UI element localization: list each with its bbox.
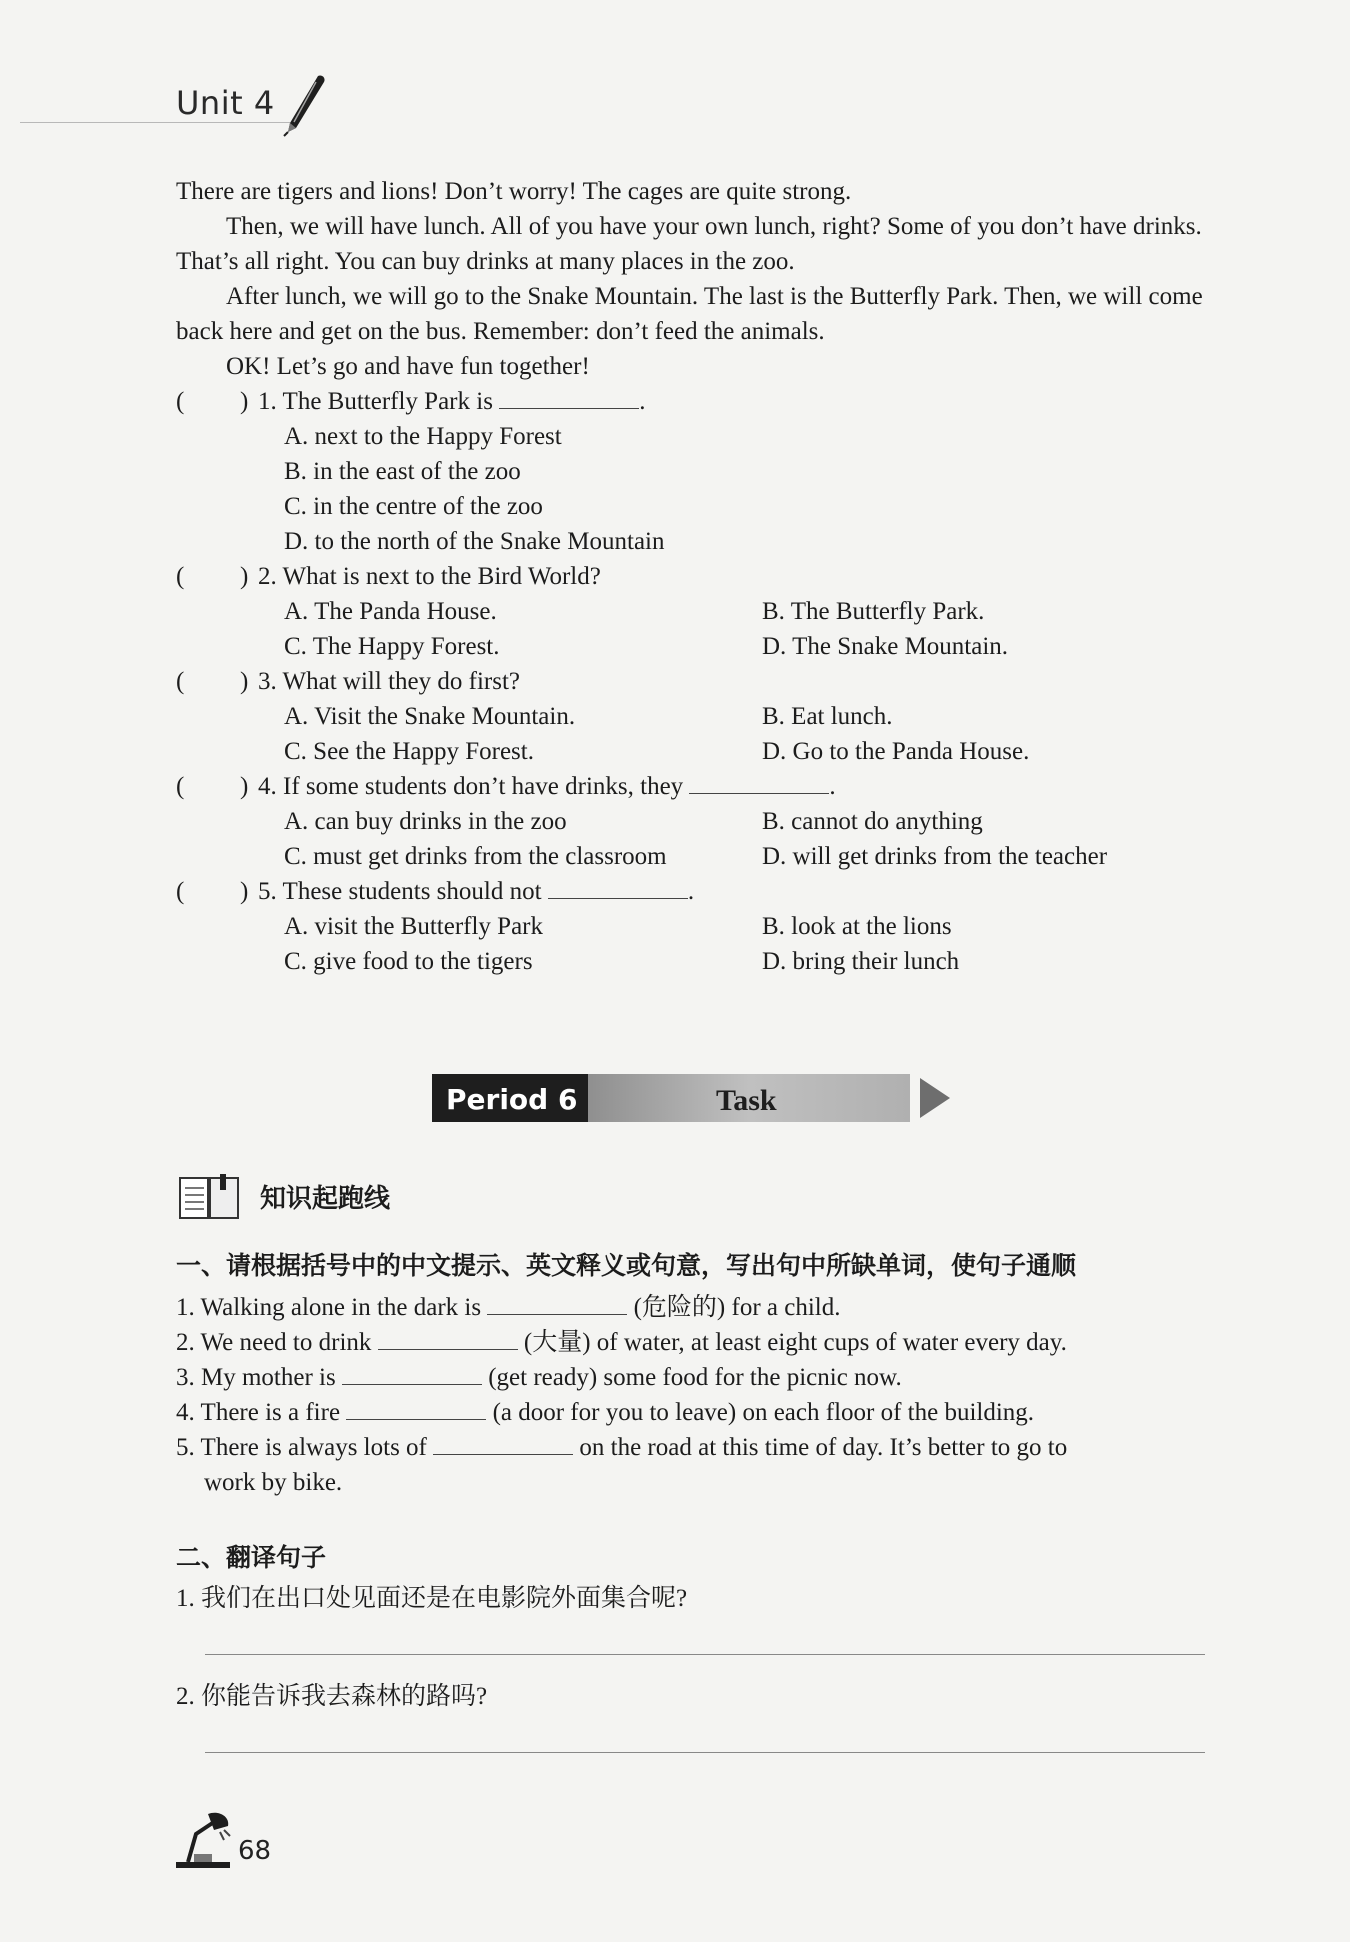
- option-row: [176, 944, 1206, 979]
- answer-paren-right: ): [240, 388, 249, 415]
- option-b[interactable]: B. in the east of the zoo: [284, 458, 521, 485]
- answer-blank[interactable]: [499, 386, 639, 409]
- option-a[interactable]: A. Visit the Snake Mountain.: [284, 703, 576, 730]
- header-rule: [20, 122, 290, 123]
- option-c[interactable]: C. must get drinks from the classroom: [284, 843, 667, 870]
- option-row: [176, 734, 1206, 769]
- option-row: [176, 489, 1206, 524]
- option-d[interactable]: D. to the north of the Snake Mountain: [284, 528, 665, 555]
- answer-paren-left: (: [176, 388, 185, 415]
- answer-paren-right: ): [240, 878, 249, 905]
- option-row: [176, 699, 1206, 734]
- answer-blank[interactable]: [378, 1327, 518, 1350]
- fill-item-5-cont: work by bike.: [204, 1469, 343, 1496]
- answer-paren-right: ): [240, 563, 249, 590]
- fill-item-3: 3. My mother is (get ready) some food for the picnic now.: [176, 1364, 902, 1391]
- fill-item-1: 1. Walking alone in the dark is (危险的) for a child.: [176, 1294, 841, 1321]
- question-text: 4. If some students don’t have drinks, they .: [258, 773, 836, 800]
- option-row: [176, 454, 1206, 489]
- answer-blank[interactable]: [548, 876, 688, 899]
- option-c[interactable]: C. See the Happy Forest.: [284, 738, 534, 765]
- option-row: [176, 524, 1206, 559]
- translate-item-2: 2. 你能告诉我去森林的路吗?: [176, 1683, 488, 1710]
- exercise1-heading: 一、请根据括号中的中文提示、英文释义或句意，写出句中所缺单词，使句子通顺: [176, 1251, 1077, 1280]
- answer-blank[interactable]: [487, 1292, 627, 1315]
- passage-line-1: There are tigers and lions! Don’t worry! The cages are quite strong.: [176, 178, 852, 205]
- unit-title: Unit 4: [176, 84, 275, 122]
- period-label: Period: [446, 1083, 549, 1116]
- answer-blank[interactable]: [346, 1397, 486, 1420]
- option-b[interactable]: B. The Butterfly Park.: [762, 598, 985, 625]
- reading-passage: [176, 174, 1206, 384]
- lamp-icon: [174, 1808, 234, 1872]
- period-number: 6: [558, 1083, 578, 1116]
- answer-line-1[interactable]: [205, 1654, 1205, 1655]
- answer-paren-right: ): [240, 668, 249, 695]
- question-text: 5. These students should not .: [258, 878, 695, 905]
- answer-blank[interactable]: [342, 1362, 482, 1385]
- answer-paren-left: (: [176, 773, 185, 800]
- pen-icon: [278, 72, 328, 138]
- question-5: [176, 874, 1206, 909]
- question-text: 3. What will they do first?: [258, 668, 520, 695]
- option-row: [176, 629, 1206, 664]
- option-row: [176, 839, 1206, 874]
- passage-line-2: Then, we will have lunch. All of you have your own lunch, right? Some of you don’t have drinks. That’s all right. You can buy drinks at many places in the zoo.: [176, 213, 1202, 275]
- exercise1-list: [176, 1290, 1206, 1500]
- fill-item-5: 5. There is always lots of on the road at this time of day. It’s better to go to: [176, 1434, 1068, 1461]
- question-3: [176, 664, 1206, 699]
- option-row: [176, 594, 1206, 629]
- option-d[interactable]: D. Go to the Panda House.: [762, 738, 1030, 765]
- option-b[interactable]: B. Eat lunch.: [762, 703, 893, 730]
- section-title: 知识起跑线: [260, 1184, 391, 1214]
- option-row: [176, 804, 1206, 839]
- option-a[interactable]: A. visit the Butterfly Park: [284, 913, 543, 940]
- passage-line-3: After lunch, we will go to the Snake Mountain. The last is the Butterfly Park. Then, we will come back here and get on the bus. Remember: don’t feed the animals.: [176, 283, 1203, 345]
- answer-paren-left: (: [176, 668, 185, 695]
- answer-line-2[interactable]: [205, 1752, 1205, 1753]
- question-text: 1. The Butterfly Park is .: [258, 388, 646, 415]
- option-a[interactable]: A. can buy drinks in the zoo: [284, 808, 567, 835]
- option-row: [176, 909, 1206, 944]
- option-d[interactable]: D. The Snake Mountain.: [762, 633, 1009, 660]
- answer-paren-left: (: [176, 878, 185, 905]
- period-banner: [432, 1070, 952, 1126]
- option-b[interactable]: B. look at the lions: [762, 913, 952, 940]
- question-4: [176, 769, 1206, 804]
- question-2: [176, 559, 1206, 594]
- answer-paren-right: ): [240, 773, 249, 800]
- question-list: [176, 384, 1206, 979]
- exercise2-heading: 二、翻译句子: [176, 1543, 327, 1572]
- task-label: Task: [716, 1084, 777, 1117]
- answer-blank[interactable]: [433, 1432, 573, 1455]
- question-1: [176, 384, 1206, 419]
- passage-line-4: OK! Let’s go and have fun together!: [226, 353, 590, 380]
- fill-item-2: 2. We need to drink (大量) of water, at least eight cups of water every day.: [176, 1329, 1067, 1356]
- page-number: 68: [238, 1836, 272, 1866]
- answer-paren-left: (: [176, 563, 185, 590]
- option-b[interactable]: B. cannot do anything: [762, 808, 983, 835]
- option-a[interactable]: A. The Panda House.: [284, 598, 497, 625]
- book-icon: [176, 1172, 242, 1222]
- question-text: 2. What is next to the Bird World?: [258, 563, 601, 590]
- option-c[interactable]: C. give food to the tigers: [284, 948, 533, 975]
- fill-item-4: 4. There is a fire (a door for you to leave) on each floor of the building.: [176, 1399, 1035, 1426]
- option-c[interactable]: C. The Happy Forest.: [284, 633, 500, 660]
- option-a[interactable]: A. next to the Happy Forest: [284, 423, 562, 450]
- option-row: [176, 419, 1206, 454]
- option-c[interactable]: C. in the centre of the zoo: [284, 493, 543, 520]
- translate-item-1: 1. 我们在出口处见面还是在电影院外面集合呢?: [176, 1585, 688, 1612]
- option-d[interactable]: D. bring their lunch: [762, 948, 960, 975]
- option-d[interactable]: D. will get drinks from the teacher: [762, 843, 1108, 870]
- answer-blank[interactable]: [689, 771, 829, 794]
